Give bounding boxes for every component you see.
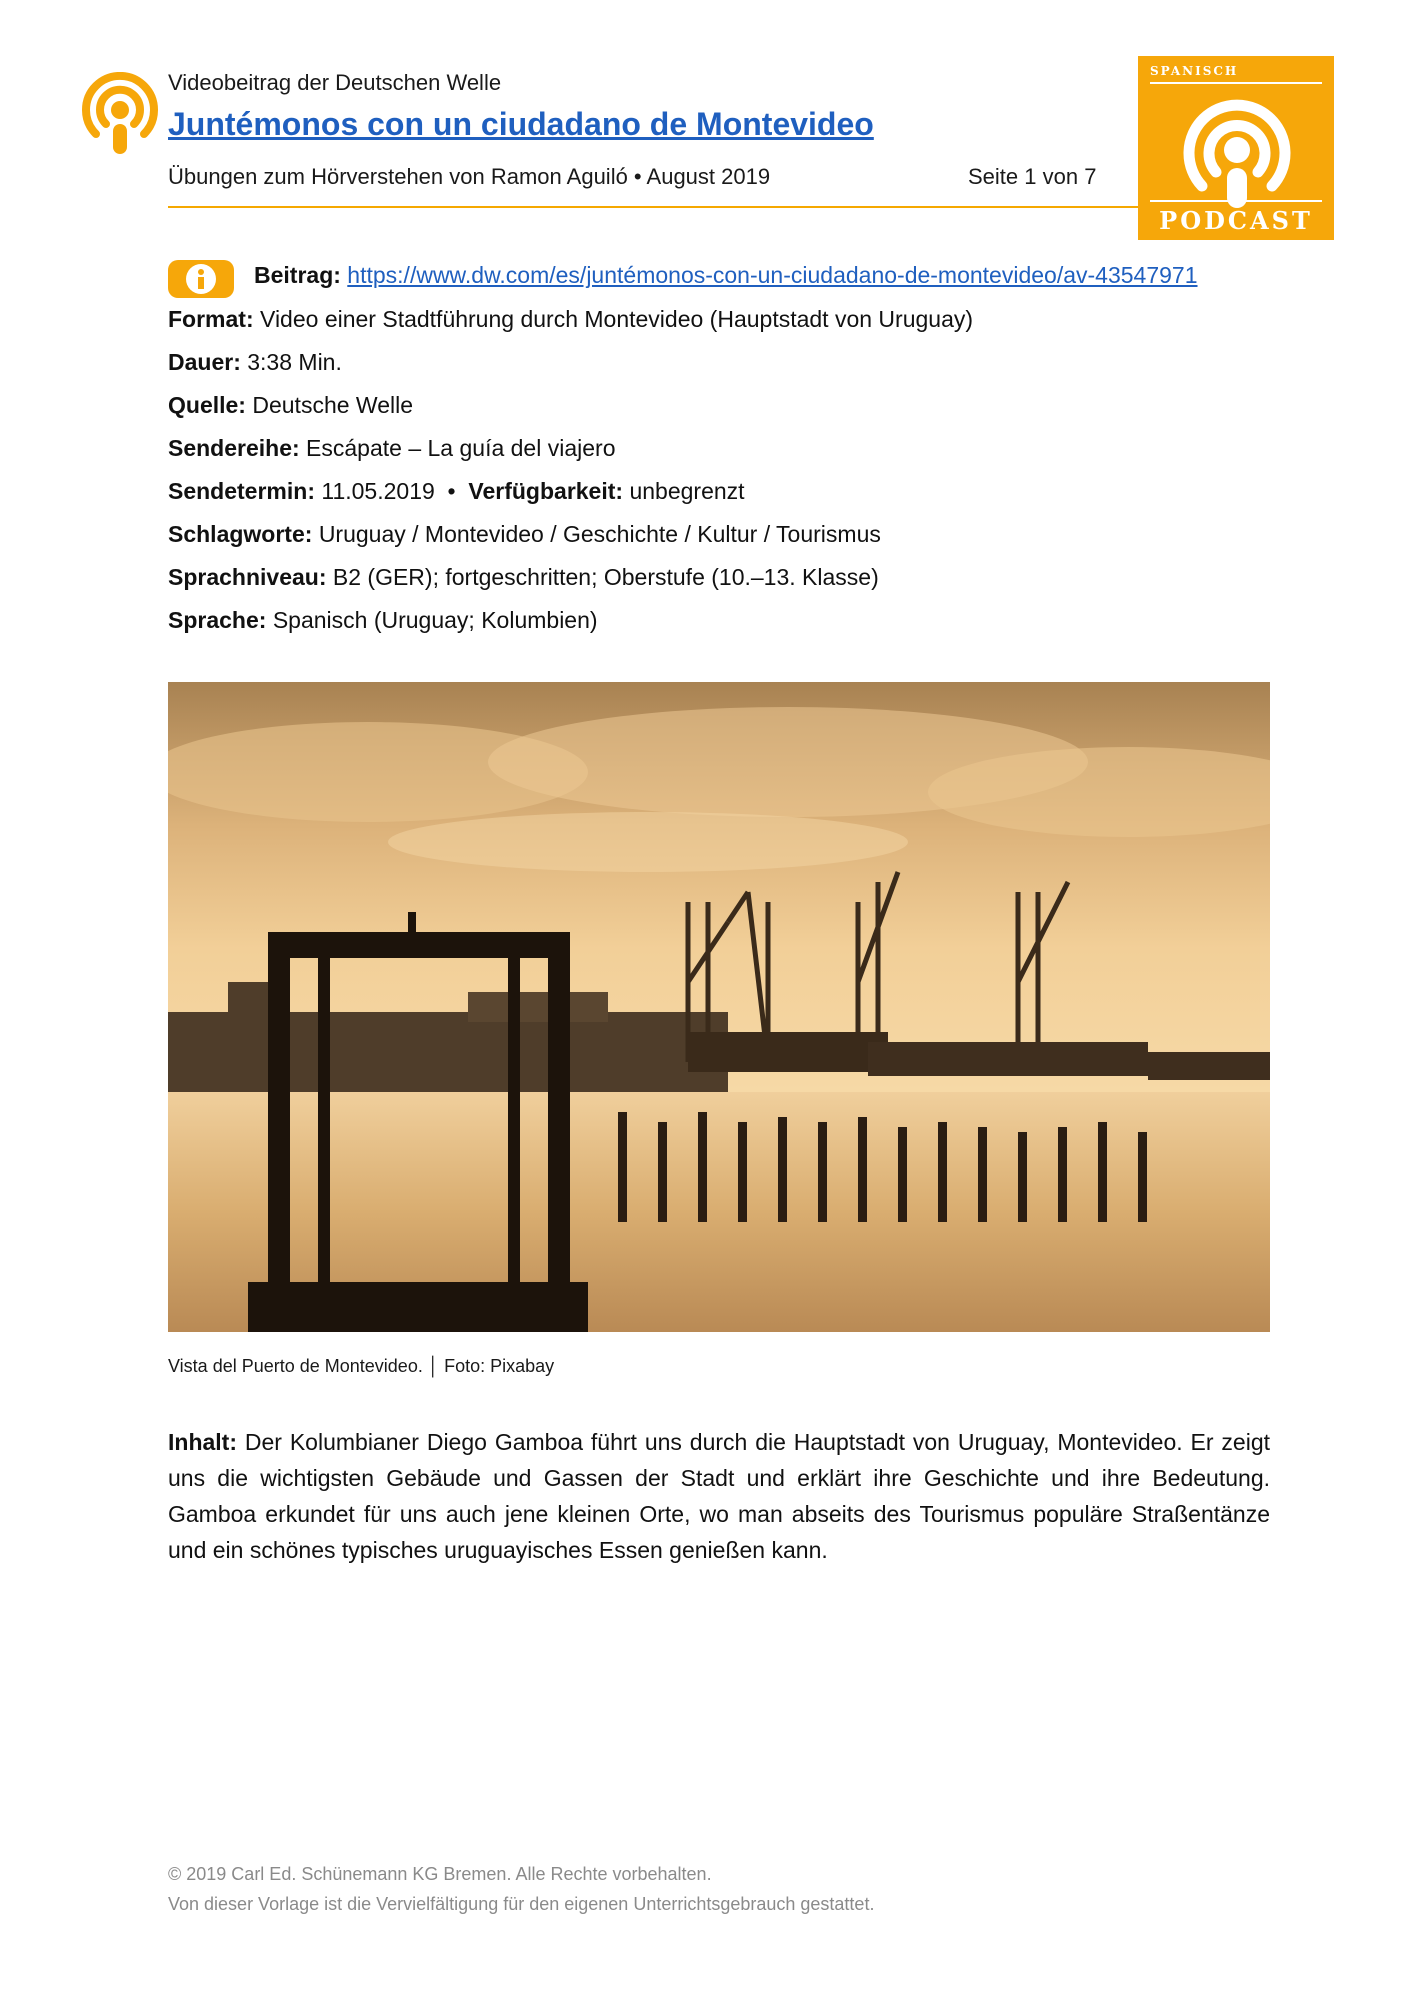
info-icon [168,254,234,298]
summary-paragraph [168,1424,1270,1568]
meta-label: Format: [168,306,254,332]
summary-label: Inhalt: [168,1429,237,1455]
badge-divider [1150,82,1322,84]
summary-text: Der Kolumbianer Diego Gamboa führt uns durch die Hauptstadt von Uruguay, Montevideo. Er zeigt uns die wichtigsten Gebäude und Gassen der Stadt und erklärt ihre Geschichte und ihre Bedeutung. Gamboa erkundet für uns auch jene kleinen Orte, wo man abseits des Tourismus populäre Straßentänze und ein schönes typisches uruguayisches Essen genießen kann. [168,1429,1270,1563]
meta-label: Quelle: [168,392,246,418]
meta-value: unbegrenzt [629,478,745,504]
meta-value: Uruguay / Montevideo / Geschichte / Kultur / Tourismus [318,521,881,547]
document-title[interactable]: Juntémonos con un ciudadano de Montevideo [168,106,874,142]
meta-value: B2 (GER); fortgeschritten; Oberstufe (10.–13. Klasse) [332,564,879,590]
meta-sprache [168,607,598,634]
footer-note: Von dieser Vorlage ist die Vervielfältigung für den eigenen Unterrichtsgebrauch gestattet. [168,1894,875,1914]
meta-value: Escápate – La guía del viajero [306,435,616,461]
podcast-icon [1178,94,1296,212]
meta-value: 3:38 Min. [247,349,342,375]
meta-format [168,306,973,333]
meta-quelle [168,392,413,419]
podcast-icon [80,72,160,158]
meta-sendetermin: Sendetermin: 11.05.2019 • Verfügbarkeit: unbegrenzt [168,478,745,504]
photo-caption: Vista del Puerto de Montevideo. │ Foto: Pixabay [168,1356,555,1376]
meta-value: Video einer Stadtführung durch Montevideo (Hauptstadt von Uruguay) [260,306,974,332]
header-subline: Übungen zum Hörverstehen von Ramon Aguiló • August 2019 [168,164,771,189]
meta-value: Deutsche Welle [252,392,414,418]
meta-label: Dauer: [168,349,241,375]
footer-copyright: © 2019 Carl Ed. Schünemann KG Bremen. Alle Rechte vorbehalten. [168,1864,712,1884]
page-number: Seite 1 von 7 [968,164,1097,189]
meta-value: 11.05.2019 [321,478,435,504]
podcast-badge [1138,56,1334,240]
beitrag-link[interactable]: https://www.dw.com/es/juntémonos-con-un-ciudadano-de-montevideo/av-43547971 [347,262,1198,288]
meta-label: Sendetermin: [168,478,315,504]
header-divider [168,206,1168,208]
meta-schlagworte [168,521,881,548]
harbor-photo [168,682,1270,1332]
meta-sprachniveau [168,564,879,591]
meta-value: Spanisch (Uruguay; Kolumbien) [272,607,598,633]
meta-beitrag [254,262,1198,289]
meta-sendereihe [168,435,615,462]
badge-bottom-label: PODCAST [1159,206,1313,235]
meta-label: Sprachniveau: [168,564,327,590]
meta-label: Sendereihe: [168,435,300,461]
meta-label: Sprache: [168,607,267,633]
meta-label: Schlagworte: [168,521,313,547]
meta-label: Verfügbarkeit: [468,478,624,504]
badge-top-label: SPANISCH [1150,64,1239,78]
meta-dauer [168,349,342,376]
header-kicker: Videobeitrag der Deutschen Welle [168,70,502,95]
badge-divider [1150,200,1322,202]
meta-label: Beitrag: [254,262,341,288]
